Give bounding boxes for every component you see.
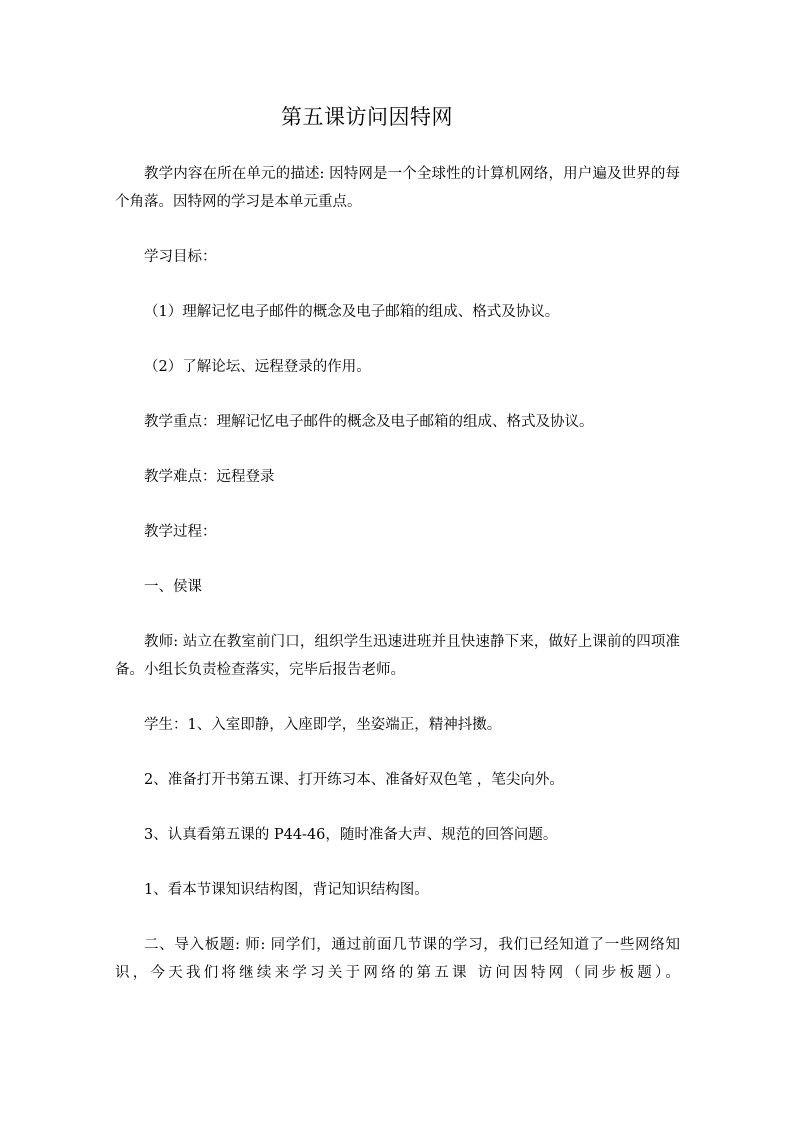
paragraph-step-2: 2、准备打开书第五课、打开练习本、准备好双色笔 ，笔尖向外。 bbox=[144, 772, 564, 788]
paragraph-difficulty: 教学难点：远程登录 bbox=[144, 469, 275, 485]
paragraph-goal-1: （1）理解记忆电子邮件的概念及电子邮箱的组成、格式及协议。 bbox=[144, 304, 560, 320]
paragraph-section-1: 一、侯课 bbox=[144, 579, 202, 595]
paragraph-key-point: 教学重点：理解记忆电子邮件的概念及电子邮箱的组成、格式及协议。 bbox=[144, 414, 594, 430]
paragraph-goal-2: （2）了解论坛、远程登录的作用。 bbox=[144, 359, 371, 375]
paragraph-intro: 教学内容在所在单元的描述: 因特网是一个全球性的计算机网络，用户遍及世界的每个角落。因特网的学习是本单元重点。 bbox=[115, 166, 680, 210]
document-title: 第五课访问因特网 bbox=[281, 105, 453, 129]
paragraph-process-heading: 教学过程： bbox=[144, 524, 217, 540]
paragraph-students: 学生：1、入室即静，入座即学，坐姿端正，精神抖擞。 bbox=[144, 717, 502, 733]
paragraph-teacher: 教师: 站立在教室前门口，组织学生迅速进班并且快速静下来，做好上课前的四项准备。小组长负责检查落实，完毕后报告老师。 bbox=[115, 634, 680, 678]
paragraph-section-2: 二、导入板题: 师: 同学们，通过前面几节课的学习，我们已经知道了一些网络知识，今天我们将继续来学习关于网络的第五课 访问因特网（同步板题）。 bbox=[115, 937, 680, 981]
paragraph-step-3: 3、认真看第五课的 P44-46，随时准备大声、规范的回答问题。 bbox=[144, 827, 558, 843]
paragraph-goals-heading: 学习目标： bbox=[144, 249, 217, 265]
paragraph-step-1b: 1、看本节课知识结构图，背记知识结构图。 bbox=[144, 882, 429, 898]
document-body bbox=[115, 160, 680, 1014]
